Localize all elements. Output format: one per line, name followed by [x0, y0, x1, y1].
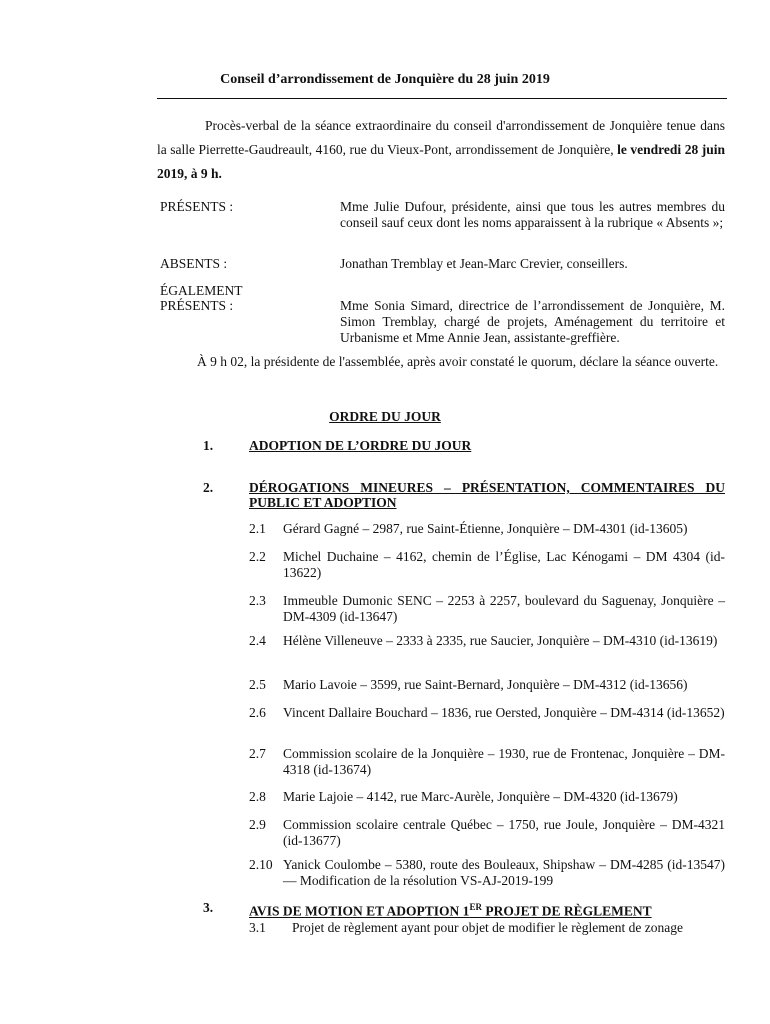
intro-text: Procès-verbal de la séance extraordinaire du conseil d'arrondissement de Jonquière tenue dans la salle Pierrette-Gaudreault, 4160, rue du Vieux-Pont, arrondissement de Jonquière,	[157, 118, 725, 157]
item-text: Marie Lajoie – 4142, rue Marc-Aurèle, Jonquière – DM-4320 (id-13679)	[283, 789, 678, 804]
item-number: 2.1	[249, 521, 266, 536]
item-text: Hélène Villeneuve – 2333 à 2335, rue Saucier, Jonquière – DM-4310 (id-13619)	[283, 633, 718, 648]
section-title: DÉROGATIONS MINEURES – PRÉSENTATION, COMMENTAIRES DU PUBLIC ET ADOPTION	[249, 480, 725, 510]
section-number: 2.	[203, 480, 214, 495]
item-number: 2.9	[249, 817, 266, 832]
item-text: Commission scolaire centrale Québec – 1750, rue Joule, Jonquière – DM-4321 (id-13677)	[283, 817, 725, 848]
section-title-superscript: ER	[469, 902, 482, 912]
item-number: 2.7	[249, 746, 266, 761]
item-number: 2.4	[249, 633, 266, 648]
item-number: 2.3	[249, 593, 266, 608]
opening-paragraph: À 9 h 02, la présidente de l'assemblée, après avoir constaté le quorum, déclare la séance ouverte.	[197, 354, 719, 369]
item-text: Immeuble Dumonic SENC – 2253 à 2257, boulevard du Saguenay, Jonquière – DM-4309 (id-13647)	[283, 593, 725, 624]
item-number: 3.1	[249, 920, 266, 935]
egalement-label-line2: PRÉSENTS :	[160, 298, 234, 313]
item-text: Projet de règlement ayant pour objet de modifier le règlement de zonage	[292, 920, 683, 935]
item-text: Commission scolaire de la Jonquière – 1930, rue de Frontenac, Jonquière – DM-4318 (id-13674)	[283, 746, 725, 777]
item-number: 2.5	[249, 677, 266, 692]
item-text: Vincent Dallaire Bouchard – 1836, rue Oersted, Jonquière – DM-4314 (id-13652)	[283, 705, 725, 720]
presents-value: Mme Julie Dufour, présidente, ainsi que tous les autres membres du conseil sauf ceux dont les noms apparaissent à la rubrique « Absents »;	[340, 199, 725, 230]
egalement-label-line1: ÉGALEMENT	[160, 283, 243, 298]
absents-label: ABSENTS :	[160, 256, 228, 271]
title-divider	[157, 98, 727, 99]
item-text: Gérard Gagné – 2987, rue Saint-Étienne, Jonquière – DM-4301 (id-13605)	[283, 521, 688, 536]
page-title: Conseil d’arrondissement de Jonquière du 28 juin 2019	[220, 72, 550, 87]
agenda-title: ORDRE DU JOUR	[329, 409, 441, 424]
item-number: 2.8	[249, 789, 266, 804]
item-number: 2.2	[249, 549, 266, 564]
intro-paragraph	[157, 114, 725, 186]
section-title-end: PROJET DE RÈGLEMENT	[481, 903, 652, 919]
item-text: Yanick Coulombe – 5380, route des Bouleaux, Shipshaw – DM-4285 (id-13547) — Modification de la résolution VS-AJ-2019-199	[283, 857, 725, 888]
absents-value: Jonathan Tremblay et Jean-Marc Crevier, conseillers.	[340, 256, 628, 271]
section-title-main: AVIS DE MOTION ET ADOPTION 1	[249, 903, 470, 919]
item-number: 2.6	[249, 705, 266, 720]
item-number: 2.10	[249, 857, 273, 872]
item-text: Michel Duchaine – 4162, chemin de l’Église, Lac Kénogami – DM 4304 (id-13622)	[283, 549, 725, 580]
section-title: ADOPTION DE L’ORDRE DU JOUR	[249, 438, 472, 453]
intro-bold-date: le vendredi 28 juin 2019, à 9 h.	[157, 142, 726, 181]
egalement-value: Mme Sonia Simard, directrice de l’arrondissement de Jonquière, M. Simon Tremblay, chargé de projets, Aménagement du territoire et Urbanisme et Mme Annie Jean, assistante-greffière.	[340, 298, 725, 345]
presents-label: PRÉSENTS :	[160, 199, 234, 214]
section-number: 3.	[203, 900, 214, 915]
item-text: Mario Lavoie – 3599, rue Saint-Bernard, Jonquière – DM-4312 (id-13656)	[283, 677, 688, 692]
section-title	[249, 900, 725, 919]
section-number: 1.	[203, 438, 214, 453]
